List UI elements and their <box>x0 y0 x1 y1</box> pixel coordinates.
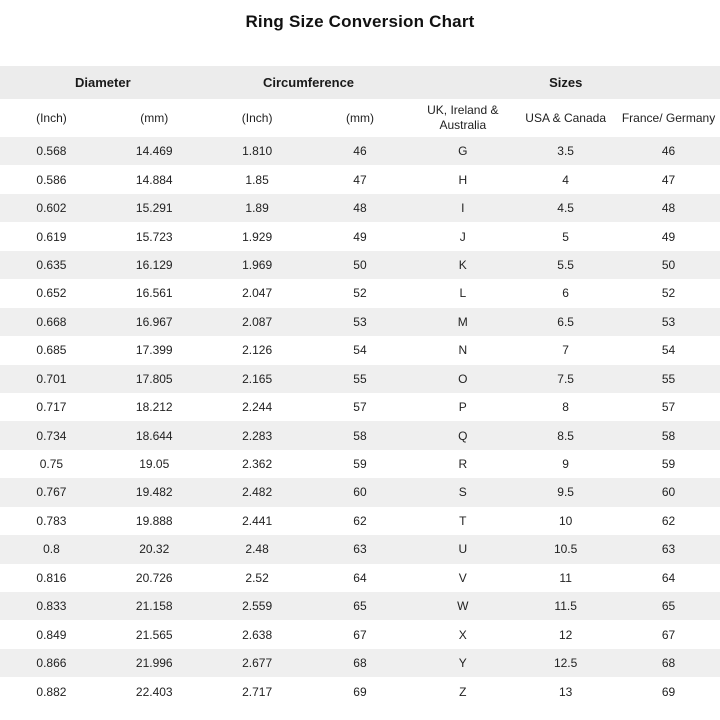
table-cell: 1.89 <box>245 201 269 216</box>
table-cell: 0.619 <box>36 229 67 244</box>
table-cell: 7.5 <box>557 371 574 386</box>
table-cell: 53 <box>353 314 367 329</box>
table-cell: 2.717 <box>242 684 273 699</box>
table-cell: 8.5 <box>557 428 574 443</box>
table-cell: 20.726 <box>135 570 173 585</box>
table-cell: 4.5 <box>557 201 574 216</box>
table-cell: 65 <box>353 599 367 614</box>
table-cell: 9 <box>562 457 569 472</box>
table-cell: 20.32 <box>139 542 170 557</box>
table-cell: 2.559 <box>242 599 273 614</box>
table-cell: 16.967 <box>135 314 173 329</box>
table-cell: T <box>459 513 467 528</box>
table-cell: 19.482 <box>135 485 173 500</box>
column-header-uk-ireland-australia: UK, Ireland & Australia <box>411 99 514 137</box>
group-header-sizes: Sizes <box>411 66 720 99</box>
column-header-circumference-inch: (Inch) <box>206 99 309 137</box>
table-cell: 53 <box>661 314 676 329</box>
table-cell: 0.701 <box>36 371 67 386</box>
table-cell: L <box>459 286 467 301</box>
table-cell: 63 <box>661 542 676 557</box>
table-cell: R <box>458 457 468 472</box>
table-cell: 14.469 <box>135 144 173 159</box>
table-cell: Z <box>459 684 467 699</box>
table-cell: 18.212 <box>135 400 173 415</box>
table-cell: 0.8 <box>43 542 60 557</box>
column-group-row <box>0 66 720 99</box>
table-cell: 0.882 <box>36 684 67 699</box>
table-body <box>0 137 720 706</box>
table-cell: 10 <box>558 513 573 528</box>
table-cell: 46 <box>353 144 367 159</box>
table-cell: 13 <box>558 684 573 699</box>
table-cell: 11 <box>559 570 572 585</box>
table-cell: 50 <box>353 257 367 272</box>
table-cell: 60 <box>661 485 676 500</box>
table-cell: 59 <box>661 457 676 472</box>
table-cell: 0.849 <box>36 627 67 642</box>
table-cell: 16.561 <box>135 286 173 301</box>
table-cell: P <box>458 400 467 415</box>
column-header-diameter-mm: (mm) <box>103 99 206 137</box>
table-row <box>0 620 720 648</box>
table-cell: 0.685 <box>36 343 67 358</box>
column-header-france-germany: France/ Germany <box>617 99 720 137</box>
table-cell: 10.5 <box>553 542 578 557</box>
table-cell: 55 <box>661 371 676 386</box>
table-cell: 2.52 <box>245 570 269 585</box>
table-cell: 2.677 <box>242 656 273 671</box>
table-row <box>0 393 720 421</box>
table-cell: 0.816 <box>36 570 67 585</box>
table-row <box>0 564 720 592</box>
table-cell: 48 <box>353 201 367 216</box>
table-cell: 46 <box>661 144 676 159</box>
table-cell: 47 <box>661 172 676 187</box>
table-cell: V <box>458 570 467 585</box>
table-row <box>0 592 720 620</box>
table-cell: 0.652 <box>36 286 67 301</box>
table-cell: G <box>458 144 468 159</box>
table-cell: 0.734 <box>36 428 67 443</box>
table-cell: Y <box>458 656 467 671</box>
table-cell: 52 <box>353 286 367 301</box>
table-cell: 67 <box>661 627 676 642</box>
table-cell: 1.85 <box>245 172 269 187</box>
table-cell: 16.129 <box>135 257 173 272</box>
table-cell: 60 <box>353 485 367 500</box>
table-row <box>0 222 720 250</box>
table-row <box>0 507 720 535</box>
table-cell: 17.399 <box>135 343 173 358</box>
table-cell: 0.602 <box>36 201 67 216</box>
table-row <box>0 478 720 506</box>
page-title: Ring Size Conversion Chart <box>245 12 475 31</box>
table-cell: 57 <box>353 400 367 415</box>
table-cell: 14.884 <box>135 172 173 187</box>
table-cell: 5.5 <box>557 257 574 272</box>
table-cell: O <box>458 371 468 386</box>
table-cell: 4 <box>562 172 569 187</box>
column-header-circumference-mm: (mm) <box>309 99 412 137</box>
table-cell: 12 <box>558 627 573 642</box>
table-cell: 15.291 <box>135 201 173 216</box>
table-cell: 21.158 <box>135 599 173 614</box>
table-cell: X <box>458 627 467 642</box>
table-row <box>0 677 720 705</box>
column-header-diameter-inch: (Inch) <box>0 99 103 137</box>
table-header <box>0 66 720 137</box>
table-cell: 0.866 <box>36 656 67 671</box>
table-cell: 2.126 <box>242 343 273 358</box>
table-cell: 55 <box>353 371 367 386</box>
table-cell: 2.283 <box>242 428 273 443</box>
table-cell: U <box>458 542 468 557</box>
table-cell: 0.833 <box>36 599 67 614</box>
table-cell: 69 <box>353 684 367 699</box>
table-cell: 54 <box>661 343 676 358</box>
table-cell: 2.441 <box>242 513 273 528</box>
table-cell: I <box>461 201 465 216</box>
table-cell: M <box>457 314 468 329</box>
title-bar <box>0 0 720 66</box>
table-cell: 67 <box>353 627 367 642</box>
table-cell: 0.568 <box>36 144 67 159</box>
table-cell: 2.482 <box>242 485 273 500</box>
table-row <box>0 421 720 449</box>
table-cell: Q <box>458 428 468 443</box>
table-cell: 22.403 <box>135 684 173 699</box>
table-row <box>0 535 720 563</box>
table-row <box>0 450 720 478</box>
table-cell: K <box>458 257 467 272</box>
group-header-circumference: Circumference <box>206 66 412 99</box>
table-cell: 68 <box>661 656 676 671</box>
table-cell: N <box>458 343 468 358</box>
table-row <box>0 308 720 336</box>
table-cell: 59 <box>353 457 367 472</box>
table-cell: W <box>457 599 469 614</box>
table-cell: 6 <box>562 286 569 301</box>
table-cell: 1.810 <box>242 144 273 159</box>
table-cell: 62 <box>353 513 367 528</box>
table-row <box>0 365 720 393</box>
table-cell: 21.565 <box>135 627 173 642</box>
table-cell: 65 <box>661 599 676 614</box>
table-cell: H <box>458 172 468 187</box>
table-cell: 2.165 <box>242 371 273 386</box>
table-cell: 17.805 <box>135 371 173 386</box>
table-row <box>0 279 720 307</box>
table-cell: 57 <box>661 400 676 415</box>
table-cell: 8 <box>562 400 569 415</box>
table-cell: 3.5 <box>557 144 574 159</box>
table-row <box>0 194 720 222</box>
table-cell: 9.5 <box>557 485 574 500</box>
table-cell: 50 <box>661 257 676 272</box>
table-cell: 11.5 <box>554 599 577 614</box>
table-cell: 19.888 <box>135 513 173 528</box>
table-cell: 68 <box>353 656 367 671</box>
table-cell: 63 <box>353 542 367 557</box>
table-row <box>0 251 720 279</box>
table-cell: 2.48 <box>245 542 269 557</box>
table-cell: 58 <box>353 428 367 443</box>
table-cell: 5 <box>562 229 569 244</box>
table-cell: 0.717 <box>36 400 67 415</box>
table-cell: 49 <box>353 229 367 244</box>
table-cell: 0.586 <box>36 172 67 187</box>
table-cell: 62 <box>661 513 676 528</box>
table-cell: 12.5 <box>553 656 578 671</box>
ring-size-conversion-table <box>0 66 720 706</box>
table-cell: 19.05 <box>139 457 170 472</box>
table-cell: S <box>458 485 467 500</box>
table-cell: 47 <box>353 172 367 187</box>
table-cell: 0.668 <box>36 314 67 329</box>
table-cell: 2.638 <box>242 627 273 642</box>
table-cell: 64 <box>661 570 676 585</box>
table-cell: 6.5 <box>557 314 574 329</box>
table-row <box>0 336 720 364</box>
table-cell: 52 <box>661 286 676 301</box>
table-cell: J <box>459 229 466 244</box>
table-cell: 18.644 <box>135 428 173 443</box>
table-row <box>0 649 720 677</box>
table-cell: 54 <box>353 343 367 358</box>
table-cell: 2.362 <box>242 457 273 472</box>
table-cell: 15.723 <box>135 229 173 244</box>
table-cell: 64 <box>353 570 367 585</box>
table-cell: 0.75 <box>39 457 64 472</box>
table-row <box>0 165 720 193</box>
group-header-diameter: Diameter <box>0 66 206 99</box>
table-cell: 1.969 <box>242 257 273 272</box>
table-cell: 58 <box>661 428 676 443</box>
table-cell: 69 <box>661 684 676 699</box>
table-cell: 2.087 <box>242 314 273 329</box>
table-cell: 0.783 <box>36 513 67 528</box>
column-header-row <box>0 99 720 137</box>
table-row <box>0 137 720 165</box>
table-cell: 21.996 <box>135 656 173 671</box>
table-cell: 2.244 <box>242 400 273 415</box>
table-cell: 0.635 <box>36 257 67 272</box>
table-cell: 0.767 <box>36 485 67 500</box>
column-header-usa-canada: USA & Canada <box>514 99 617 137</box>
table-cell: 2.047 <box>242 286 273 301</box>
table-cell: 1.929 <box>242 229 273 244</box>
table-cell: 48 <box>661 201 676 216</box>
table-cell: 49 <box>661 229 676 244</box>
table-cell: 7 <box>562 343 569 358</box>
